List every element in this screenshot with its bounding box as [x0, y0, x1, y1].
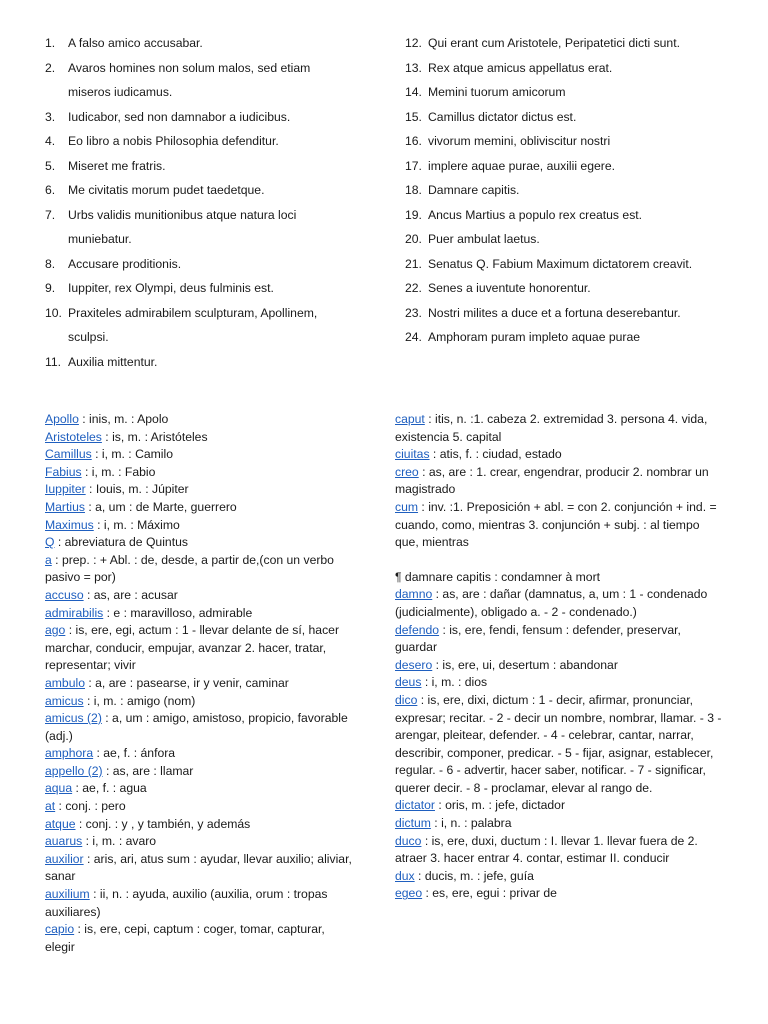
- vocab-definition: : Iouis, m. : Júpiter: [85, 482, 189, 497]
- vocab-entry: [395, 464, 725, 499]
- sentence-number: 20.: [405, 232, 422, 246]
- sentence-column-left: [45, 31, 345, 374]
- sentence-number: 8.: [45, 256, 56, 271]
- vocab-headword-link[interactable]: accuso: [45, 587, 84, 602]
- paragraph-gap: [395, 552, 725, 569]
- sentence-text: Miseret me fratris.: [68, 158, 166, 173]
- sentence-number: 15.: [405, 109, 422, 124]
- vocab-entry: [395, 657, 725, 675]
- sentence-text: Qui erant cum Aristotele, Peripatetici dicti sunt.: [428, 36, 680, 50]
- sentence-number: 22.: [405, 281, 422, 295]
- sentence-number: 1.: [45, 36, 56, 50]
- sentence-item: [45, 350, 345, 375]
- sentence-item: [45, 56, 345, 105]
- vocab-definition: : is, ere, dixi, dictum : 1 - decir, afirmar, pronunciar, expresar; recitar. - 2 - decir un nombre, nombrar, llamar. - 3 - arengar, pleitear, defender. - 4 - celebrar, cantar, narrar, describir, componer, predicar. - 5 - fijar, asignar, establecer, regular. - 6 - advertir, hacer saber, notificar. - 7 - significar, querer decir. - 8 - proclamar, elevar al rango de.: [395, 692, 722, 795]
- vocab-definition: : e : maravilloso, admirable: [103, 605, 253, 620]
- sentence-text: Avaros homines non solum malos, sed etiam miseros iudicamus.: [68, 60, 311, 99]
- vocab-headword-link[interactable]: damno: [395, 587, 433, 602]
- vocabulary-group-c: [395, 411, 725, 552]
- vocab-entry: [45, 675, 357, 693]
- vocabulary-column-left: [45, 411, 357, 956]
- vocab-headword-link[interactable]: aqua: [45, 781, 73, 796]
- sentence-item: [405, 154, 725, 179]
- sentence-text: Damnare capitis.: [428, 183, 520, 197]
- sentence-item: [405, 178, 725, 203]
- sentence-text: vivorum memini, obliviscitur nostri: [428, 134, 611, 148]
- vocab-entry: [45, 464, 357, 482]
- vocab-headword-link[interactable]: ambulo: [45, 675, 85, 690]
- vocab-headword-link[interactable]: Iuppiter: [45, 482, 86, 497]
- sentence-column-right: [405, 31, 725, 374]
- vocab-definition: : as, are : acusar: [83, 587, 178, 602]
- vocab-headword-link[interactable]: atque: [45, 816, 76, 831]
- sentence-text: Rex atque amicus appellatus erat.: [428, 60, 613, 75]
- vocab-headword-link[interactable]: deus: [395, 675, 422, 690]
- sentence-number: 5.: [45, 158, 56, 173]
- vocab-entry: [45, 710, 357, 745]
- vocab-definition: : is, ere, egi, actum : 1 - llevar delante de sí, hacer marchar, conducir, empujar, avanzar 2. hacer, tratar, representar; vivir: [45, 623, 340, 673]
- sentence-text: Camillus dictator dictus est.: [428, 109, 577, 124]
- vocab-headword-link[interactable]: Q: [45, 535, 55, 550]
- vocab-headword-link[interactable]: dux: [395, 868, 415, 883]
- vocab-headword-link[interactable]: amphora: [45, 746, 94, 761]
- sentence-item: [405, 203, 725, 228]
- sentence-item: [45, 252, 345, 277]
- vocab-headword-link[interactable]: dictator: [395, 798, 435, 813]
- vocab-headword-link[interactable]: dictum: [395, 816, 431, 831]
- sentence-text: Me civitatis morum pudet taedetque.: [68, 183, 265, 197]
- vocabulary-glossary: [45, 411, 725, 956]
- vocab-headword-link[interactable]: Fabius: [45, 464, 82, 479]
- vocab-definition: : inis, m. : Apolo: [78, 412, 169, 426]
- sentence-item: [45, 105, 345, 130]
- vocab-entry: [395, 833, 725, 868]
- vocab-entry: [45, 481, 357, 499]
- vocab-definition: : aris, ari, atus sum : ayudar, llevar auxilio; aliviar, sanar: [45, 851, 352, 884]
- sentence-item: [45, 154, 345, 179]
- sentence-item: [45, 178, 345, 203]
- vocab-entry: [395, 586, 725, 621]
- vocab-headword-link[interactable]: Martius: [45, 499, 85, 514]
- vocab-definition: : is, ere, duxi, ductum : I. llevar 1. llevar fuera de 2. atraer 3. hacer entrar 4. contar, estimar II. conducir: [395, 833, 698, 866]
- vocab-entry: [395, 797, 725, 815]
- vocab-entry: [45, 587, 357, 605]
- vocab-entry: [45, 622, 357, 675]
- vocab-definition: : ii, n. : ayuda, auxilio (auxilia, orum : tropas auxiliares): [45, 887, 328, 919]
- vocab-note: ¶ damnare capitis : condamner à mort: [395, 569, 601, 584]
- vocab-definition: : i, m. : Máximo: [93, 517, 180, 532]
- sentence-text: Urbs validis munitionibus atque natura loci muniebatur.: [68, 207, 297, 246]
- sentence-text: A falso amico accusabar.: [68, 36, 203, 50]
- sentence-number: 19.: [405, 207, 422, 222]
- sentence-item: [45, 301, 345, 350]
- vocab-definition: : atis, f. : ciudad, estado: [429, 447, 562, 462]
- sentence-item: [405, 80, 725, 105]
- sentence-text: Praxiteles admirabilem sculpturam, Apollinem, sculpsi.: [68, 305, 318, 344]
- vocab-headword-link[interactable]: cum: [395, 499, 419, 514]
- sentence-item: [405, 56, 725, 81]
- vocab-headword-link[interactable]: auxilium: [45, 887, 90, 902]
- sentence-number: 2.: [45, 60, 56, 75]
- sentence-number: 4.: [45, 134, 56, 148]
- vocab-headword-link[interactable]: amicus: [45, 693, 84, 708]
- vocab-entry: [45, 851, 357, 886]
- vocab-entry: [45, 833, 357, 851]
- vocab-definition: : ducis, m. : jefe, guía: [414, 868, 534, 883]
- sentence-item: [45, 203, 345, 252]
- sentence-item: [45, 276, 345, 301]
- sentence-item: [405, 31, 725, 56]
- vocab-headword-link[interactable]: capio: [45, 922, 75, 937]
- vocab-definition: : conj. : y , y también, y además: [75, 816, 251, 831]
- vocab-definition: : oris, m. : jefe, dictador: [434, 798, 566, 813]
- vocab-entry: [395, 692, 725, 798]
- sentence-text: Iuppiter, rex Olympi, deus fulminis est.: [68, 281, 274, 295]
- vocabulary-group-d: [395, 586, 725, 903]
- vocab-entry: [45, 745, 357, 763]
- vocab-headword-link[interactable]: duco: [395, 833, 422, 848]
- vocab-entry: [45, 517, 357, 535]
- vocab-headword-link[interactable]: Maximus: [45, 517, 94, 532]
- vocab-definition: : i, m. : Fabio: [81, 464, 156, 479]
- sentence-text: Amphoram puram impleto aquae purae: [428, 330, 641, 344]
- vocab-definition: : i, m. : amigo (nom): [83, 693, 196, 708]
- vocab-entry: [395, 411, 725, 446]
- sentence-number: 7.: [45, 207, 56, 222]
- vocab-definition: : a, um : amigo, amistoso, propicio, favorable (adj.): [45, 711, 348, 743]
- vocab-definition: : as, are : llamar: [102, 763, 194, 778]
- vocab-entry: [395, 499, 725, 552]
- vocab-definition: : ae, f. : agua: [72, 781, 147, 796]
- vocab-entry: [395, 622, 725, 657]
- sentence-text: Ancus Martius a populo rex creatus est.: [428, 207, 643, 222]
- vocab-definition: : a, um : de Marte, guerrero: [84, 499, 237, 514]
- vocab-entry: [45, 763, 357, 781]
- sentence-item: [45, 129, 345, 154]
- sentence-item: [405, 276, 725, 301]
- vocab-headword-link[interactable]: ciuitas: [395, 447, 430, 462]
- sentence-number: 13.: [405, 60, 422, 75]
- vocab-definition: : i, m. : dios: [421, 675, 488, 690]
- vocab-definition: : ae, f. : ánfora: [93, 746, 176, 761]
- vocab-definition: : abreviatura de Quintus: [54, 535, 188, 550]
- sentence-number: 11.: [45, 354, 62, 369]
- vocab-definition: : as, are : 1. crear, engendrar, producir 2. nombrar un magistrado: [395, 464, 709, 497]
- vocab-definition: : itis, n. :1. cabeza 2. extremidad 3. persona 4. vida, existencia 5. capital: [395, 412, 708, 444]
- sentence-item: [405, 129, 725, 154]
- vocab-definition: : is, ere, ui, desertum : abandonar: [432, 657, 618, 672]
- vocab-definition: : es, ere, egui : privar de: [422, 886, 557, 901]
- sentence-number: 3.: [45, 109, 56, 124]
- sentence-number: 17.: [405, 158, 422, 173]
- sentence-number: 10.: [45, 305, 62, 320]
- vocabulary-column-right: [395, 411, 725, 956]
- vocab-entry: [45, 693, 357, 711]
- vocab-headword-link[interactable]: desero: [395, 657, 433, 672]
- sentence-text: Senatus Q. Fabium Maximum dictatorem creavit.: [428, 256, 693, 271]
- sentence-number: 16.: [405, 134, 422, 148]
- vocab-headword-link[interactable]: Aristoteles: [45, 429, 102, 444]
- sentence-text: Memini tuorum amicorum: [428, 85, 566, 99]
- sentence-item: [405, 301, 725, 326]
- vocab-headword-link[interactable]: auxilior: [45, 851, 84, 866]
- vocab-headword-link[interactable]: at: [45, 799, 56, 814]
- vocab-entry: [395, 674, 725, 692]
- vocab-headword-link[interactable]: creo: [395, 464, 419, 479]
- sentence-text: Accusare proditionis.: [68, 256, 182, 271]
- sentence-number: 14.: [405, 85, 422, 99]
- sentence-text: Iudicabor, sed non damnabor a iudicibus.: [68, 109, 291, 124]
- vocab-entry: [45, 411, 357, 429]
- sentence-list: [45, 31, 725, 374]
- sentence-item: [405, 325, 725, 350]
- vocab-headword-link[interactable]: Apollo: [45, 412, 79, 426]
- vocab-entry: [45, 780, 357, 798]
- sentence-item: [405, 105, 725, 130]
- vocab-entry: [45, 446, 357, 464]
- vocab-headword-link[interactable]: defendo: [395, 622, 440, 637]
- vocab-entry: [45, 921, 357, 956]
- sentence-number: 23.: [405, 305, 422, 320]
- vocab-definition: : inv. :1. Preposición + abl. = con 2. conjunción + ind. = cuando, como, mientras 3. conjunción + subj. : al tiempo que, mientras: [395, 499, 717, 550]
- sentence-number: 9.: [45, 281, 56, 295]
- vocab-entry: [395, 868, 725, 886]
- sentence-item: [45, 31, 345, 56]
- vocab-entry: [45, 886, 357, 921]
- vocab-entry: [395, 446, 725, 464]
- sentence-number: 24.: [405, 330, 422, 344]
- vocab-headword-link[interactable]: dico: [395, 692, 418, 707]
- sentence-item: [405, 252, 725, 277]
- sentence-text: Nostri milites a duce et a fortuna deserebantur.: [428, 305, 681, 320]
- sentence-text: Puer ambulat laetus.: [428, 232, 540, 246]
- vocab-entry: [45, 499, 357, 517]
- sentence-item: [405, 227, 725, 252]
- vocab-definition: : is, ere, fendi, fensum : defender, preservar, guardar: [395, 622, 681, 655]
- sentence-text: Senes a iuventute honorentur.: [428, 281, 591, 295]
- vocab-definition: : i, m. : avaro: [82, 834, 157, 849]
- vocab-entry: [45, 605, 357, 623]
- vocab-definition: : prep. : + Abl. : de, desde, a partir de,(con un verbo pasivo = por): [45, 552, 334, 585]
- vocab-entry: [395, 885, 725, 903]
- vocab-entry: [395, 815, 725, 833]
- vocab-definition: : is, m. : Aristóteles: [101, 429, 208, 444]
- vocab-definition: : a, are : pasearse, ir y venir, caminar: [84, 675, 289, 690]
- sentence-number: 18.: [405, 183, 422, 197]
- vocab-headword-link[interactable]: egeo: [395, 886, 423, 901]
- vocab-definition: : conj. : pero: [55, 799, 126, 814]
- vocab-headword-link[interactable]: admirabilis: [45, 605, 104, 620]
- vocab-headword-link[interactable]: amicus (2): [45, 711, 102, 726]
- vocab-definition: : i, m. : Camilo: [91, 447, 173, 462]
- vocab-definition: : is, ere, cepi, captum : coger, tomar, capturar, elegir: [45, 922, 325, 954]
- sentence-text: Eo libro a nobis Philosophia defenditur.: [68, 134, 279, 148]
- vocab-headword-link[interactable]: a: [45, 552, 52, 567]
- vocab-headword-link[interactable]: ago: [45, 623, 66, 638]
- vocab-entry: [45, 816, 357, 834]
- sentence-number: 21.: [405, 256, 422, 271]
- vocab-entry: [45, 552, 357, 587]
- vocab-entry: [45, 798, 357, 816]
- vocab-headword-link[interactable]: caput: [395, 412, 425, 426]
- vocab-entry: [45, 429, 357, 447]
- sentence-text: Auxilia mittentur.: [68, 354, 158, 369]
- sentence-text: implere aquae purae, auxilii egere.: [428, 158, 615, 173]
- vocab-headword-link[interactable]: appello (2): [45, 763, 103, 778]
- vocab-definition: : i, n. : palabra: [430, 816, 512, 831]
- vocab-definition: : as, are : dañar (damnatus, a, um : 1 - condenado (judicialmente), obligado a. - 2 - condenado.): [395, 587, 708, 619]
- vocab-entry: [45, 534, 357, 552]
- vocab-headword-link[interactable]: Camillus: [45, 447, 92, 462]
- sentence-number: 12.: [405, 36, 422, 50]
- sentence-number: 6.: [45, 183, 56, 197]
- vocab-headword-link[interactable]: auarus: [45, 834, 83, 849]
